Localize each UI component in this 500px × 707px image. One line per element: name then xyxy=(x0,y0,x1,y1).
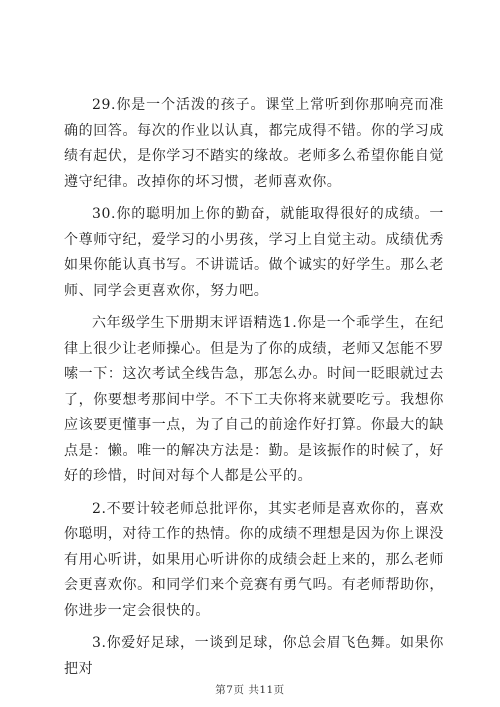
paragraph-comment-29: 29.你是一个活泼的孩子。课堂上常听到你那响亮而准确的回答。每次的作业以认真，都完成得不错。你的学习成绩有起伏，是你学习不踏实的缘故。老师多么希望你能自觉遵守纪律。改掉你的坏习惯，老师喜欢你。 xyxy=(64,97,444,190)
paragraph-grade6-comment-1: 六年级学生下册期末评语精选1.你是一个乖学生，在纪律上很少让老师操心。但是为了你的成绩，老师又怎能不罗嗦一下：这次考试全线告急，那怎么办。时间一眨眼就过去了，你要想考那间中学。不下工夫你将来就要吃亏。我想你应该要更懂事一点，为了自己的前途作好打算。你最大的缺点是：懒。唯一的解决方法是：勤。是该振作的时候了，好好的珍惜，时间对每个人都是公平的。 xyxy=(64,315,444,484)
paragraph-grade6-comment-2: 2.不要计较老师总批评你，其实老师是喜欢你的，喜欢你聪明，对待工作的热情。你的成绩不理想是因为你上课没有用心听讲，如果用心听讲你的成绩会赶上来的，那么老师会更喜欢你。和同学们来个竞赛有勇气吗。有老师帮助你，你进步一定会很快的。 xyxy=(64,500,444,619)
paragraph-grade6-comment-3: 3.你爱好足球，一谈到足球，你总会眉飞色舞。如果你把对 xyxy=(64,635,444,677)
page-footer: 第7页 共11页 xyxy=(215,684,285,696)
paragraph-comment-30: 30.你的聪明加上你的勤奋，就能取得很好的成绩。一个尊师守纪，爱学习的小男孩，学习上自觉主动。成绩优秀如果你能认真书写。不讲谎话。做个诚实的好学生。那么老师、同学会更喜欢你，努力吧。 xyxy=(64,206,444,299)
document-body xyxy=(64,93,444,689)
